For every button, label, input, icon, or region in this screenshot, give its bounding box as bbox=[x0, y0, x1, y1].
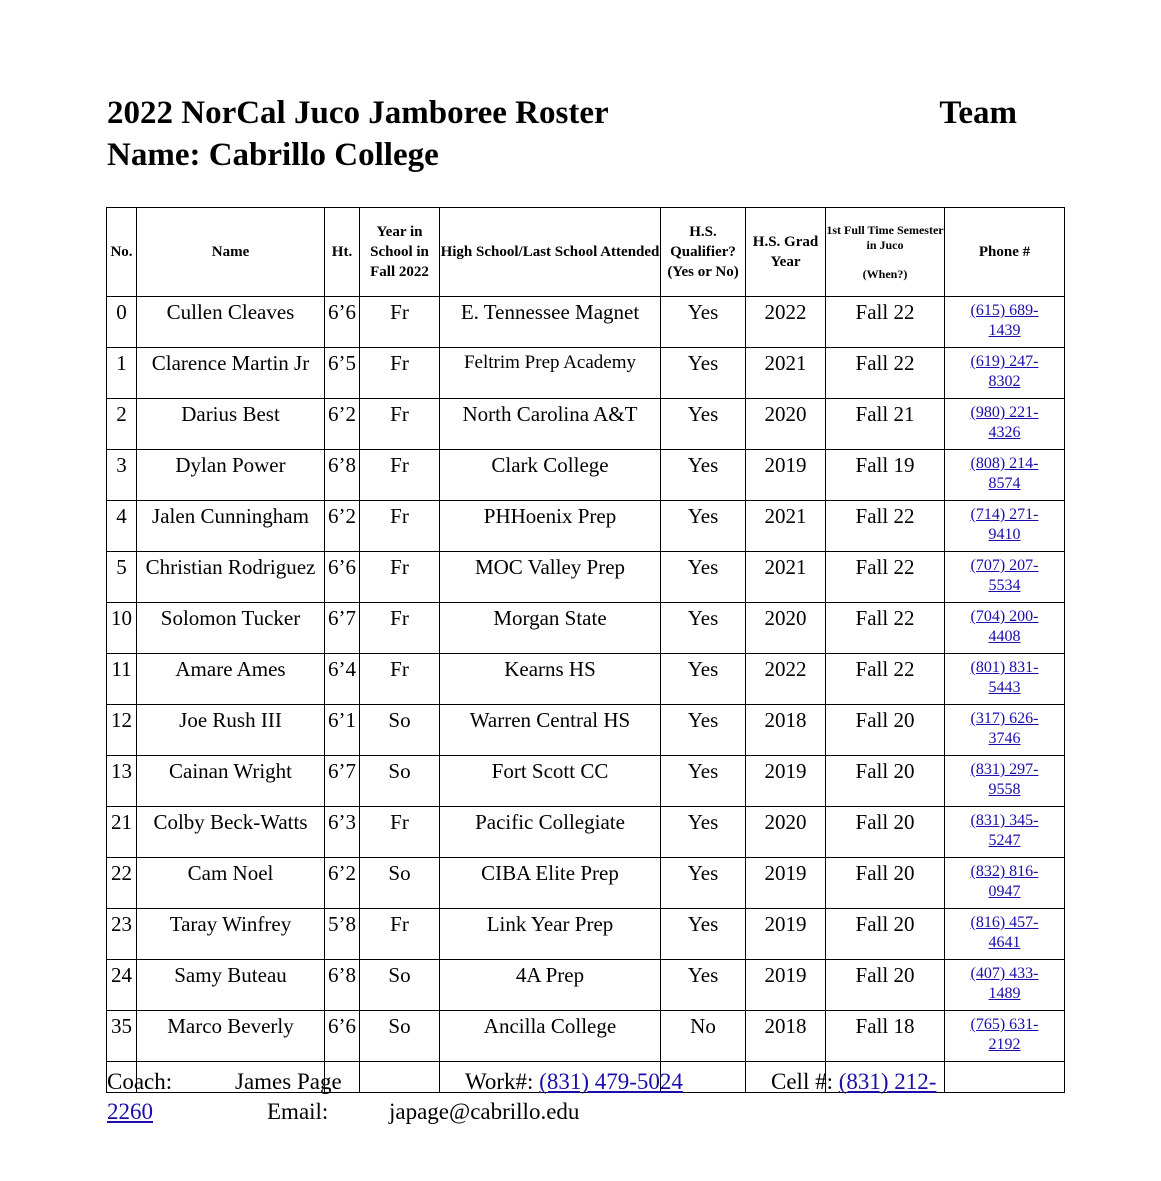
player-name: Cullen Cleaves bbox=[137, 297, 325, 348]
player-height: 6’7 bbox=[325, 603, 360, 654]
player-year: Fr bbox=[360, 399, 440, 450]
player-year: Fr bbox=[360, 450, 440, 501]
coach-name: James Page bbox=[235, 1069, 342, 1094]
phone-part2: 2192 bbox=[988, 1036, 1021, 1053]
player-grad-year: 2020 bbox=[746, 603, 826, 654]
player-qualifier: Yes bbox=[661, 705, 746, 756]
empty-cell bbox=[360, 1062, 440, 1093]
phone-part1: (765) 631- bbox=[970, 1016, 1039, 1033]
work-label: Work#: bbox=[465, 1069, 540, 1094]
email-label: Email: bbox=[267, 1099, 329, 1124]
player-name: Christian Rodriguez bbox=[137, 552, 325, 603]
player-name: Taray Winfrey bbox=[137, 909, 325, 960]
phone-part1: (704) 200- bbox=[970, 608, 1039, 625]
player-height: 6’2 bbox=[325, 858, 360, 909]
player-name: Colby Beck-Watts bbox=[137, 807, 325, 858]
player-year: So bbox=[360, 756, 440, 807]
table-row bbox=[107, 960, 1065, 1011]
player-height: 6’1 bbox=[325, 705, 360, 756]
player-phone-link[interactable] bbox=[971, 965, 1039, 1002]
player-qualifier: Yes bbox=[661, 807, 746, 858]
player-number: 23 bbox=[107, 909, 137, 960]
player-year: Fr bbox=[360, 807, 440, 858]
player-number: 35 bbox=[107, 1011, 137, 1062]
player-year: So bbox=[360, 1011, 440, 1062]
player-school: Pacific Collegiate bbox=[440, 807, 661, 858]
player-name: Samy Buteau bbox=[137, 960, 325, 1011]
player-phone-link[interactable] bbox=[971, 659, 1039, 696]
email-address: japage@cabrillo.edu bbox=[389, 1099, 580, 1124]
player-semester: Fall 20 bbox=[826, 909, 945, 960]
player-number: 22 bbox=[107, 858, 137, 909]
header-year: Year in School in Fall 2022 bbox=[360, 208, 440, 297]
phone-part2: 8574 bbox=[988, 475, 1021, 492]
player-school: Morgan State bbox=[440, 603, 661, 654]
player-grad-year: 2018 bbox=[746, 1011, 826, 1062]
phone-part1: (407) 433- bbox=[970, 965, 1039, 982]
player-semester: Fall 20 bbox=[826, 756, 945, 807]
table-row bbox=[107, 450, 1065, 501]
phone-part1: (619) 247- bbox=[970, 353, 1039, 370]
player-semester: Fall 22 bbox=[826, 297, 945, 348]
player-year: Fr bbox=[360, 297, 440, 348]
player-qualifier: Yes bbox=[661, 756, 746, 807]
player-qualifier: Yes bbox=[661, 858, 746, 909]
player-phone-link[interactable] bbox=[971, 812, 1039, 849]
phone-part1: (801) 831- bbox=[970, 659, 1039, 676]
player-grad-year: 2020 bbox=[746, 807, 826, 858]
player-number: 21 bbox=[107, 807, 137, 858]
player-phone-link[interactable] bbox=[971, 353, 1039, 390]
empty-cell bbox=[945, 1062, 1065, 1093]
player-school: Ancilla College bbox=[440, 1011, 661, 1062]
player-semester: Fall 22 bbox=[826, 501, 945, 552]
player-semester: Fall 22 bbox=[826, 603, 945, 654]
player-qualifier: Yes bbox=[661, 297, 746, 348]
header-name: Name bbox=[137, 208, 325, 297]
player-school: North Carolina A&T bbox=[440, 399, 661, 450]
player-grad-year: 2022 bbox=[746, 297, 826, 348]
player-phone bbox=[945, 1011, 1065, 1062]
player-qualifier: Yes bbox=[661, 501, 746, 552]
phone-part2: 5247 bbox=[988, 832, 1021, 849]
player-height: 6’3 bbox=[325, 807, 360, 858]
player-grad-year: 2020 bbox=[746, 399, 826, 450]
player-year: Fr bbox=[360, 552, 440, 603]
phone-part2: 4641 bbox=[988, 934, 1021, 951]
roster-table bbox=[106, 207, 1065, 1093]
table-row bbox=[107, 348, 1065, 399]
player-name: Solomon Tucker bbox=[137, 603, 325, 654]
header-row bbox=[107, 208, 1065, 297]
player-phone-link[interactable] bbox=[971, 914, 1039, 951]
player-semester: Fall 20 bbox=[826, 858, 945, 909]
header-school: High School/Last School Attended bbox=[440, 208, 661, 297]
phone-part2: 4326 bbox=[988, 424, 1021, 441]
player-semester: Fall 20 bbox=[826, 705, 945, 756]
player-school: PHHoenix Prep bbox=[440, 501, 661, 552]
table-row bbox=[107, 399, 1065, 450]
table-row bbox=[107, 1011, 1065, 1062]
player-grad-year: 2021 bbox=[746, 552, 826, 603]
player-school: Warren Central HS bbox=[440, 705, 661, 756]
player-qualifier: Yes bbox=[661, 603, 746, 654]
player-number: 1 bbox=[107, 348, 137, 399]
phone-part2: 1439 bbox=[988, 322, 1021, 339]
phone-part2: 0947 bbox=[988, 883, 1021, 900]
player-grad-year: 2019 bbox=[746, 858, 826, 909]
table-row bbox=[107, 858, 1065, 909]
player-name: Clarence Martin Jr bbox=[137, 348, 325, 399]
player-school: Clark College bbox=[440, 450, 661, 501]
title-team-name: Name: Cabrillo College bbox=[107, 137, 439, 173]
player-grad-year: 2021 bbox=[746, 348, 826, 399]
player-qualifier: Yes bbox=[661, 450, 746, 501]
header-qualifier: H.S. Qualifier? (Yes or No) bbox=[661, 208, 746, 297]
header-semester-label: 1st Full Time Semester in Juco bbox=[826, 222, 944, 252]
player-school: 4A Prep bbox=[440, 960, 661, 1011]
player-school: E. Tennessee Magnet bbox=[440, 297, 661, 348]
player-height: 6’2 bbox=[325, 501, 360, 552]
player-grad-year: 2022 bbox=[746, 654, 826, 705]
player-year: So bbox=[360, 858, 440, 909]
player-year: Fr bbox=[360, 654, 440, 705]
player-semester: Fall 18 bbox=[826, 1011, 945, 1062]
page-title bbox=[107, 92, 1017, 176]
player-grad-year: 2021 bbox=[746, 501, 826, 552]
phone-part1: (832) 816- bbox=[970, 863, 1039, 880]
player-phone bbox=[945, 705, 1065, 756]
player-number: 4 bbox=[107, 501, 137, 552]
player-semester: Fall 22 bbox=[826, 348, 945, 399]
header-phone: Phone # bbox=[945, 208, 1065, 297]
player-name: Darius Best bbox=[137, 399, 325, 450]
cell-label: Cell #: bbox=[771, 1069, 839, 1094]
player-number: 24 bbox=[107, 960, 137, 1011]
player-semester: Fall 21 bbox=[826, 399, 945, 450]
work-phone-link[interactable]: (831) 479-5024 bbox=[539, 1069, 683, 1094]
player-phone-link[interactable] bbox=[971, 863, 1039, 900]
player-phone bbox=[945, 909, 1065, 960]
cell-phone-continued bbox=[107, 1096, 153, 1128]
title-roster: 2022 NorCal Juco Jamboree Roster bbox=[107, 95, 609, 131]
table-row bbox=[107, 705, 1065, 756]
player-name: Amare Ames bbox=[137, 654, 325, 705]
work-phone-group bbox=[465, 1066, 683, 1098]
phone-part2: 3746 bbox=[988, 730, 1021, 747]
player-year: Fr bbox=[360, 501, 440, 552]
phone-part1: (831) 345- bbox=[970, 812, 1039, 829]
table-row bbox=[107, 909, 1065, 960]
phone-part1: (615) 689- bbox=[970, 302, 1039, 319]
table-row bbox=[107, 297, 1065, 348]
player-height: 6’8 bbox=[325, 960, 360, 1011]
player-phone bbox=[945, 450, 1065, 501]
cell-phone-link-part2[interactable]: 2260 bbox=[107, 1099, 153, 1124]
header-ht: Ht. bbox=[325, 208, 360, 297]
player-semester: Fall 22 bbox=[826, 654, 945, 705]
cell-phone-link-part1[interactable]: (831) 212- bbox=[838, 1069, 937, 1094]
phone-part1: (808) 214- bbox=[970, 455, 1039, 472]
player-qualifier: Yes bbox=[661, 654, 746, 705]
player-semester: Fall 20 bbox=[826, 960, 945, 1011]
player-height: 6’6 bbox=[325, 1011, 360, 1062]
player-grad-year: 2019 bbox=[746, 450, 826, 501]
coach-label: Coach: bbox=[107, 1069, 173, 1094]
phone-part1: (317) 626- bbox=[970, 710, 1039, 727]
phone-part2: 5534 bbox=[988, 577, 1021, 594]
player-phone-link[interactable] bbox=[971, 506, 1039, 543]
phone-part2: 5443 bbox=[988, 679, 1021, 696]
player-semester: Fall 22 bbox=[826, 552, 945, 603]
roster-body bbox=[107, 297, 1065, 1093]
player-height: 6’6 bbox=[325, 552, 360, 603]
phone-part2: 9410 bbox=[988, 526, 1021, 543]
player-grad-year: 2018 bbox=[746, 705, 826, 756]
player-number: 11 bbox=[107, 654, 137, 705]
player-school: Fort Scott CC bbox=[440, 756, 661, 807]
header-semester bbox=[826, 208, 945, 297]
player-phone bbox=[945, 960, 1065, 1011]
phone-part1: (816) 457- bbox=[970, 914, 1039, 931]
player-school: Kearns HS bbox=[440, 654, 661, 705]
phone-part1: (980) 221- bbox=[970, 404, 1039, 421]
player-phone-link[interactable] bbox=[971, 404, 1039, 441]
player-year: Fr bbox=[360, 348, 440, 399]
player-name: Marco Beverly bbox=[137, 1011, 325, 1062]
player-height: 5’8 bbox=[325, 909, 360, 960]
player-number: 0 bbox=[107, 297, 137, 348]
player-phone bbox=[945, 297, 1065, 348]
player-year: So bbox=[360, 705, 440, 756]
table-row bbox=[107, 552, 1065, 603]
player-phone bbox=[945, 807, 1065, 858]
player-phone-link[interactable] bbox=[971, 608, 1039, 645]
player-qualifier: Yes bbox=[661, 960, 746, 1011]
player-school: CIBA Elite Prep bbox=[440, 858, 661, 909]
table-row bbox=[107, 654, 1065, 705]
player-phone-link[interactable] bbox=[971, 1016, 1039, 1053]
player-number: 12 bbox=[107, 705, 137, 756]
player-height: 6’7 bbox=[325, 756, 360, 807]
player-height: 6’8 bbox=[325, 450, 360, 501]
header-grad-year: H.S. Grad Year bbox=[746, 208, 826, 297]
player-height: 6’5 bbox=[325, 348, 360, 399]
player-phone bbox=[945, 399, 1065, 450]
player-name: Cam Noel bbox=[137, 858, 325, 909]
player-grad-year: 2019 bbox=[746, 756, 826, 807]
phone-part1: (714) 271- bbox=[970, 506, 1039, 523]
player-phone bbox=[945, 654, 1065, 705]
phone-part2: 8302 bbox=[988, 373, 1021, 390]
player-phone-link[interactable] bbox=[971, 455, 1039, 492]
player-number: 2 bbox=[107, 399, 137, 450]
player-qualifier: Yes bbox=[661, 348, 746, 399]
table-row bbox=[107, 807, 1065, 858]
player-year: Fr bbox=[360, 603, 440, 654]
player-semester: Fall 19 bbox=[826, 450, 945, 501]
player-semester: Fall 20 bbox=[826, 807, 945, 858]
table-row bbox=[107, 603, 1065, 654]
player-school: Feltrim Prep Academy bbox=[440, 348, 661, 399]
phone-part2: 1489 bbox=[988, 985, 1021, 1002]
phone-part2: 9558 bbox=[988, 781, 1021, 798]
phone-part1: (831) 297- bbox=[970, 761, 1039, 778]
player-year: So bbox=[360, 960, 440, 1011]
player-school: Link Year Prep bbox=[440, 909, 661, 960]
player-phone bbox=[945, 348, 1065, 399]
phone-part1: (707) 207- bbox=[970, 557, 1039, 574]
player-phone bbox=[945, 858, 1065, 909]
player-phone-link[interactable] bbox=[971, 710, 1039, 747]
player-number: 10 bbox=[107, 603, 137, 654]
player-year: Fr bbox=[360, 909, 440, 960]
table-row bbox=[107, 501, 1065, 552]
player-grad-year: 2019 bbox=[746, 960, 826, 1011]
player-qualifier: Yes bbox=[661, 909, 746, 960]
player-qualifier: Yes bbox=[661, 552, 746, 603]
player-phone-link[interactable] bbox=[971, 557, 1039, 594]
player-phone bbox=[945, 756, 1065, 807]
player-name: Dylan Power bbox=[137, 450, 325, 501]
player-qualifier: No bbox=[661, 1011, 746, 1062]
cell-phone-group bbox=[771, 1066, 936, 1098]
table-row bbox=[107, 756, 1065, 807]
player-phone-link[interactable] bbox=[971, 761, 1039, 798]
player-number: 13 bbox=[107, 756, 137, 807]
player-height: 6’6 bbox=[325, 297, 360, 348]
player-phone bbox=[945, 552, 1065, 603]
player-phone bbox=[945, 501, 1065, 552]
header-no: No. bbox=[107, 208, 137, 297]
player-name: Cainan Wright bbox=[137, 756, 325, 807]
player-phone-link[interactable] bbox=[971, 302, 1039, 339]
phone-part2: 4408 bbox=[988, 628, 1021, 645]
player-number: 5 bbox=[107, 552, 137, 603]
player-height: 6’2 bbox=[325, 399, 360, 450]
player-phone bbox=[945, 603, 1065, 654]
player-school: MOC Valley Prep bbox=[440, 552, 661, 603]
player-grad-year: 2019 bbox=[746, 909, 826, 960]
player-qualifier: Yes bbox=[661, 399, 746, 450]
title-team-label: Team bbox=[939, 95, 1017, 131]
header-semester-when: (When?) bbox=[862, 266, 908, 281]
player-height: 6’4 bbox=[325, 654, 360, 705]
player-name: Joe Rush III bbox=[137, 705, 325, 756]
player-name: Jalen Cunningham bbox=[137, 501, 325, 552]
player-number: 3 bbox=[107, 450, 137, 501]
